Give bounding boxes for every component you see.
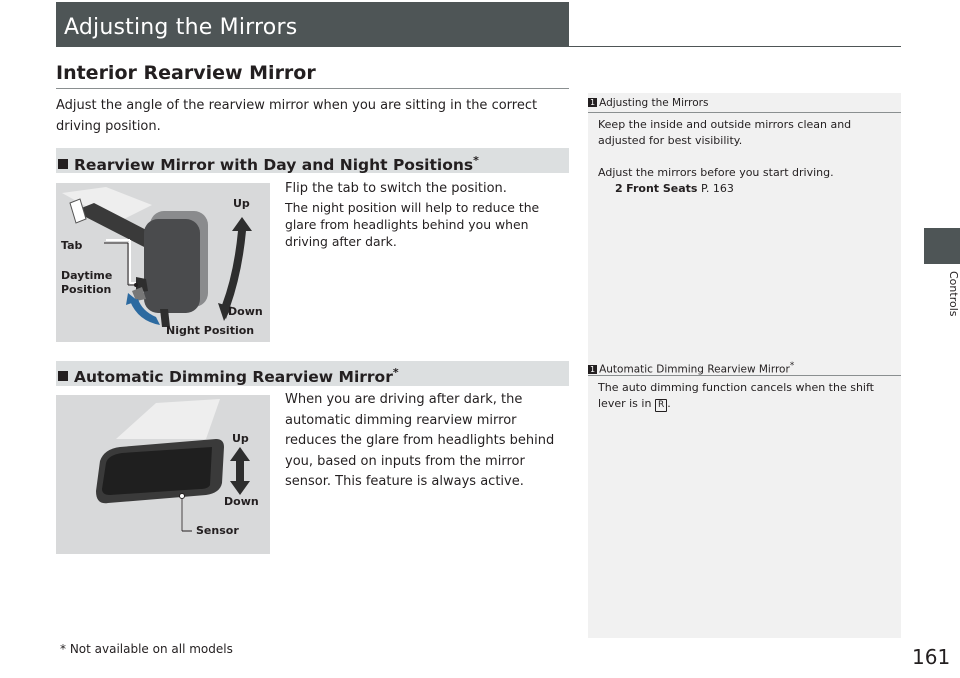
note-auto-dim-title: 1 Automatic Dimming Rearview Mirror* <box>590 361 795 376</box>
figure-label-night-position: Night Position <box>166 324 255 337</box>
figure-label-up: Up <box>232 432 249 445</box>
note-adjusting-title: 1 Adjusting the Mirrors <box>590 97 709 109</box>
auto-dim-text: When you are driving after dark, the automatic dimming rearview mirror reduces the glare from headlights behind you, based on inputs from the mirror sensor. This feature is always active. <box>285 392 555 489</box>
footnote: * Not available on all models <box>60 642 233 656</box>
up-down-arrow-icon <box>230 447 250 495</box>
page-title: Adjusting the Mirrors <box>64 15 298 40</box>
section-heading: Interior Rearview Mirror <box>56 62 316 84</box>
title-rule <box>56 46 901 47</box>
auto-dim-mirror-figure <box>56 395 270 554</box>
front-seats-link[interactable]: 2 Front Seats P. 163 <box>615 182 734 195</box>
chapter-label: Controls <box>947 271 960 317</box>
note-rule <box>588 112 901 113</box>
day-night-text-2: The night position will help to reduce the glare from headlights behind you when driving after dark. <box>285 200 540 249</box>
page-number: 161 <box>912 645 951 669</box>
windshield-panel <box>116 399 220 439</box>
up-down-arrow-icon <box>222 217 252 319</box>
subhead-auto-dim: Automatic Dimming Rearview Mirror* <box>58 362 399 388</box>
section-rule <box>56 88 569 89</box>
figure-label-down: Down <box>224 495 259 508</box>
figure-label-daytime: Daytime <box>61 269 113 282</box>
note-adjusting-body: Keep the inside and outside mirrors clean and adjusted for best visibility. Adjust the mirrors before you start driving. 2 Front Seats P. 163 <box>598 117 898 197</box>
reverse-gear-key-icon: R <box>655 399 667 412</box>
subhead-day-night: Rearview Mirror with Day and Night Positions* <box>58 150 479 176</box>
figure-label-position: Position <box>61 283 112 296</box>
note-auto-dim-body: The auto dimming function cancels when the shift lever is in R . <box>598 381 874 410</box>
day-night-mirror-figure <box>56 183 270 342</box>
section-intro: Adjust the angle of the rearview mirror when you are sitting in the correct driving position. <box>56 98 538 134</box>
note-rule <box>588 375 901 376</box>
square-bullet-icon <box>58 159 68 169</box>
chapter-tab <box>924 228 960 264</box>
square-bullet-icon <box>58 371 68 381</box>
figure-label-up: Up <box>233 197 250 210</box>
reference-arrow-icon: 2 <box>615 182 623 195</box>
sensor-dot <box>180 494 185 499</box>
figure-label-sensor: Sensor <box>196 524 239 537</box>
figure-label-down: Down <box>228 305 263 318</box>
day-night-text-1: Flip the tab to switch the position. <box>285 181 507 196</box>
figure-label-tab: Tab <box>61 239 83 252</box>
mirror-housing <box>144 219 200 313</box>
mirror-glass <box>102 447 212 495</box>
